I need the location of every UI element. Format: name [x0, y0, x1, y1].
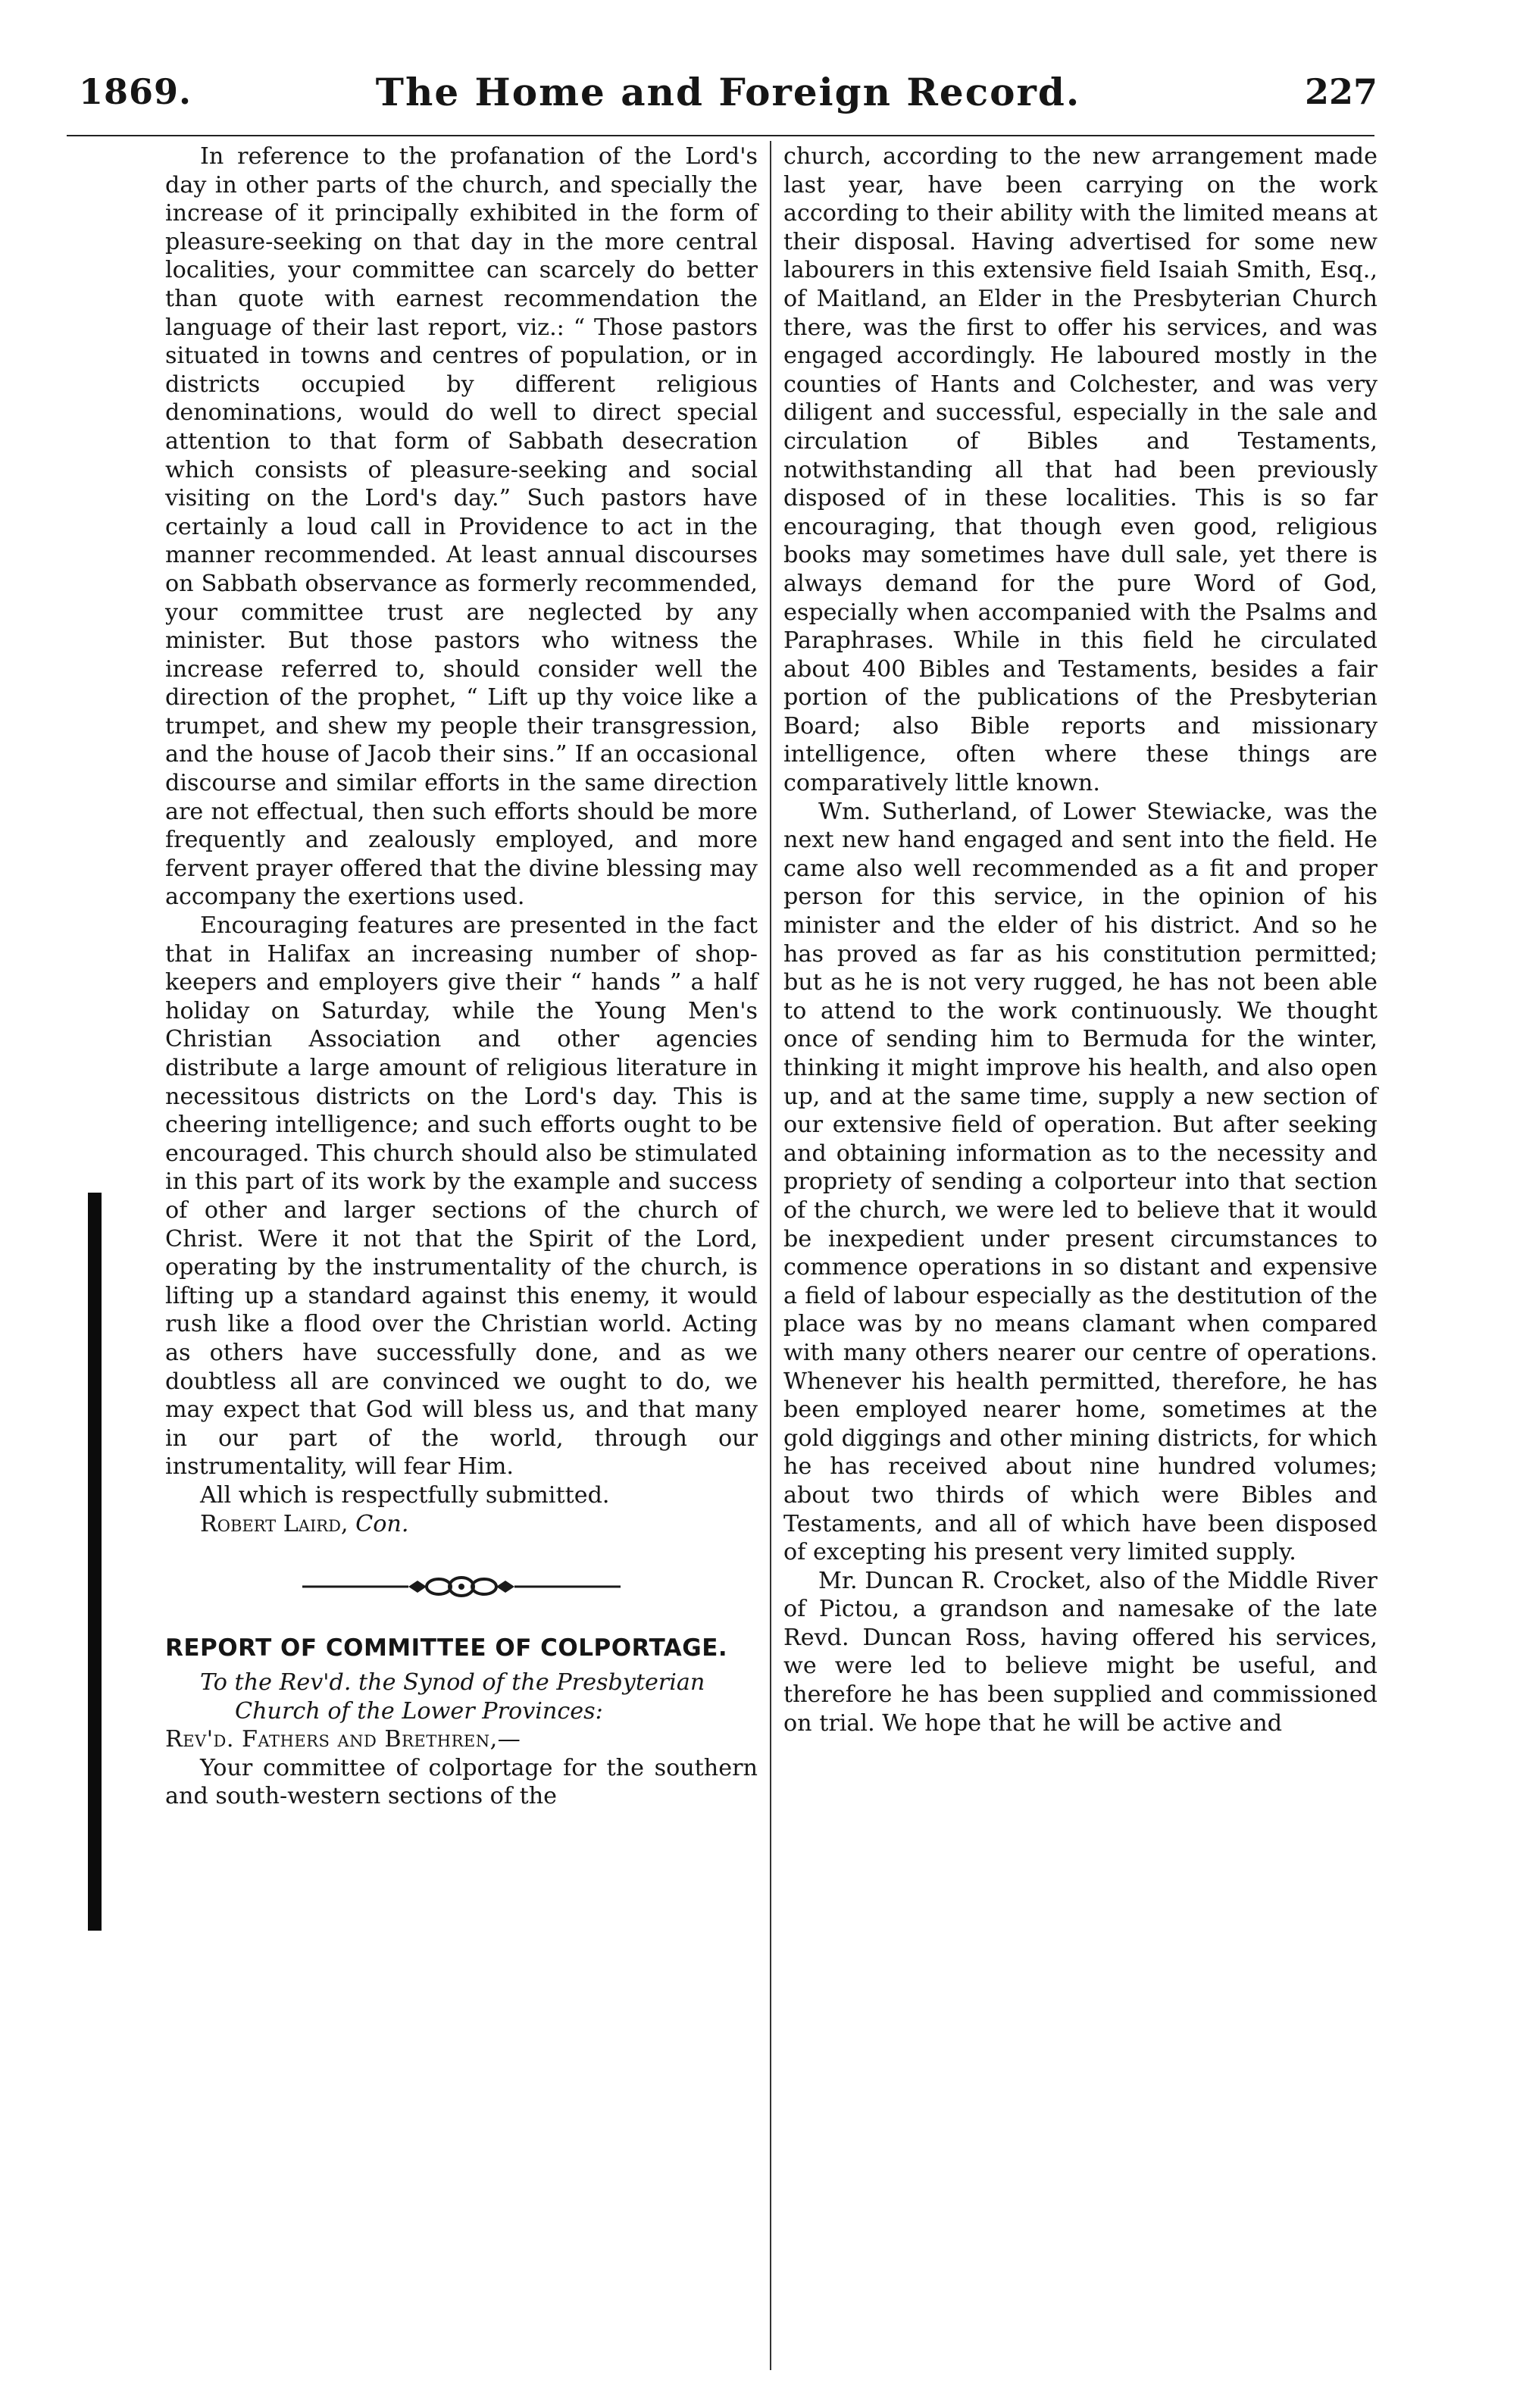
left-column: [165, 142, 758, 1811]
signoff-line: All which is respectfully submitted.: [200, 1481, 610, 1509]
salutation: Rev'd. Fathers and Brethren,—: [165, 1726, 521, 1753]
signature-title: Con.: [355, 1510, 409, 1537]
signature: [165, 1510, 758, 1539]
body-paragraph: Mr. Duncan R. Crocket, also of the Middle River of Pictou, a grandson and namesake of the late Revd. Duncan Ross, having offered his services, we were led to believe might be useful, and therefore he has been supplied and commissioned on trial. We hope that he will be active and: [783, 1567, 1377, 1737]
report-heading: REPORT OF COMMITTEE OF COLPORTAGE.: [165, 1634, 728, 1662]
header-title: The Home and Foreign Record.: [375, 70, 1081, 114]
header-page-number: 227: [1304, 71, 1377, 112]
address-line-2: Church of the Lower Provinces:: [235, 1697, 603, 1725]
body-paragraph: Encouraging features are presented in the fact that in Halifax an increasing number of shop-keepers and employers give their “ hands ” a half holiday on Saturday, while the Young Men's Christian Association and other agencies distribute a large amount of religious literature in necessitous districts on the Lord's day. This is cheering intelligence; and such efforts ought to be encouraged. This church should also be stimulated in this part of its work by the example and success of other and larger sections of the church of Christ. Were it not that the Spirit of the Lord, operating by the instrumentality of the church, is lifting up a standard against this enemy, it would rush like a flood over the Christian world. Acting as others have successfully done, and as we doubtless all are convinced we ought to do, we may expect that God will bless us, and that many in our part of the world, through our instrumentality, will fear Him.: [165, 912, 758, 1481]
header-rule: [67, 135, 1374, 136]
body-paragraph: Wm. Sutherland, of Lower Stewiacke, was the next new hand engaged and sent into the field. He came also well recommended as a fit and proper person for this service, in the opinion of his minister and the elder of his district. And so he has proved as far as his constitution permitted; but as he is not very rugged, he has not been able to attend to the work continuously. We thought once of sending him to Bermuda for the winter, thinking it might improve his health, and also open up, and at the same time, supply a new section of our extensive field of operation. But after seeking and obtaining information as to the necessity and propriety of sending a colporteur into that section of the church, we were led to believe that it would be inexpedient under present circumstances to commence operations in so distant and expensive a field of labour especially as the destitution of the place was by no means clamant when compared with many others nearer our centre of operations. Whenever his health permitted, therefore, he has been employed nearer home, sometimes at the gold diggings and other mining districts, for which he has received about nine hundred volumes; about two thirds of which were Bibles and Testaments, and all of which have been disposed of excepting his present very limited supply.: [783, 798, 1377, 1566]
margin-marker-bar: [88, 1193, 102, 1931]
body-paragraph: In reference to the profanation of the Lord's day in other parts of the church, and specially the increase of it principally exhibited in the form of pleasure-seeking on that day in the more central localities, your committee can scarcely do better than quote with earnest recommendation the language of their last report, viz.: “ Those pastors situated in towns and centres of population, or in districts occupied by different religious denominations, would do well to direct special attention to that form of Sabbath desecration which consists of pleasure-seeking and social visiting on the Lord's day.” Such pastors have certainly a loud call in Providence to act in the manner recommended. At least annual discourses on Sabbath observance as formerly recommended, your committee trust are neglected by any minister. But those pastors who witness the increase referred to, should consider well the direction of the prophet, “ Lift up thy voice like a trumpet, and shew my people their transgression, and the house of Jacob their sins.” If an occasional discourse and similar efforts in the same direction are not effectual, then such efforts should be more frequently and zealously employed, and more fervent prayer offered that the divine blessing may accompany the exertions used.: [165, 143, 758, 911]
body-paragraph: Your committee of colportage for the southern and south-western sections of the: [165, 1754, 758, 1810]
header-year: 1869.: [79, 71, 192, 112]
ornamental-divider: [165, 1555, 758, 1618]
body-paragraph: church, according to the new arrangement made last year, have been carrying on the work according to their ability with the limited means at their disposal. Having advertised for some new labourers in this extensive field Isaiah Smith, Esq., of Maitland, an Elder in the Presbyterian Church there, was the first to offer his services, and was engaged accordingly. He laboured mostly in the counties of Hants and Colchester, and was very diligent and successful, especially in the sale and circulation of Bibles and Testaments, notwithstanding all that had been previously disposed of in these localities. This is so far encouraging, that though even good, religious books may sometimes have dull sale, yet there is always demand for the pure Word of God, especially when accompanied with the Psalms and Paraphrases. While in this field he circulated about 400 Bibles and Testaments, besides a fair portion of the publications of the Presbyterian Board; also Bible reports and missionary intelligence, often where these things are comparatively little known.: [783, 143, 1377, 797]
right-column: [783, 142, 1377, 1737]
signature-name: Robert Laird,: [200, 1510, 349, 1537]
address-block: [165, 1668, 758, 1725]
column-divider: [770, 141, 771, 2370]
page-header: [79, 70, 1377, 130]
address-line-1: To the Rev'd. the Synod of the Presbyterian: [200, 1669, 705, 1697]
ornament-flourish-icon: [302, 1571, 621, 1602]
